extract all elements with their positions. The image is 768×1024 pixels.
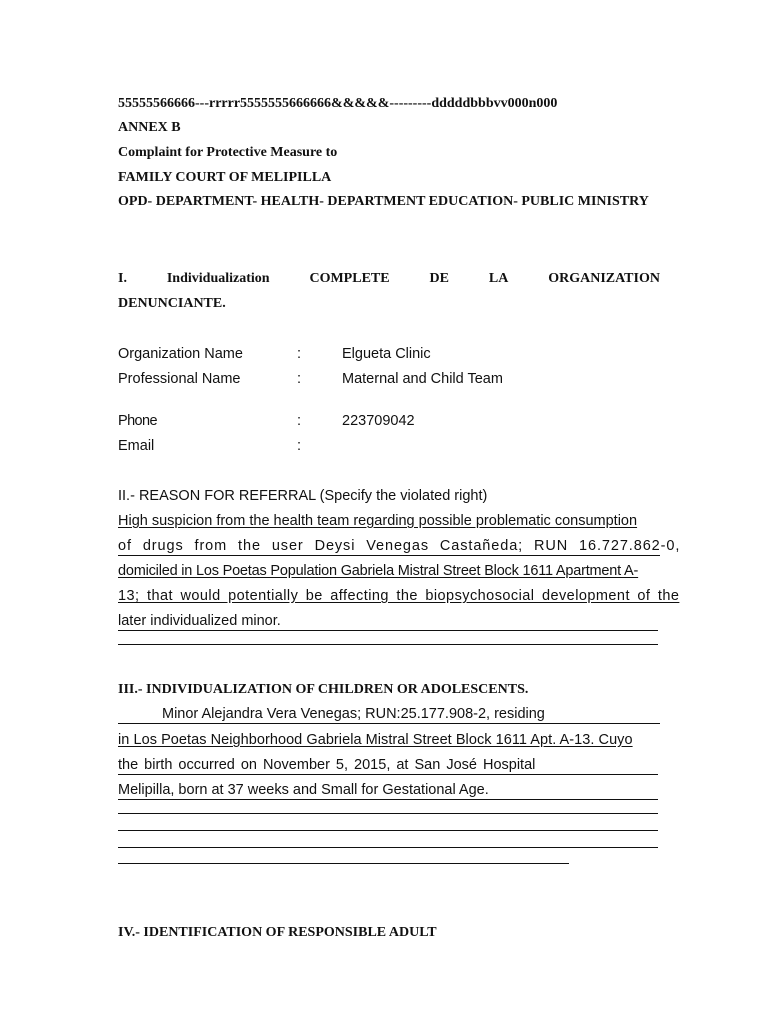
field-value: Maternal and Child Team xyxy=(342,371,503,387)
annex-label: ANNEX B xyxy=(118,120,181,135)
section1-heading-word: LA xyxy=(488,271,509,286)
blank-rule xyxy=(118,863,569,864)
complaint-title: Complaint for Protective Measure to xyxy=(118,145,338,160)
section1-heading-word: ORGANIZATION xyxy=(548,271,660,286)
document-code-line: 55555566666---rrrrr5555555666666&&&&&---------dddddbbbvv000n000 xyxy=(118,96,558,111)
section4-heading: IV.- IDENTIFICATION OF RESPONSIBLE ADULT xyxy=(118,925,437,940)
referral-line-text: High suspicion from the health team regarding possible problematic consumption xyxy=(118,513,638,529)
section1-heading-word: COMPLETE xyxy=(309,271,390,286)
referral-line: of drugs from the user Deysi Venegas Castañeda; RUN 16.727.862-0, xyxy=(118,538,681,554)
field-label: Email xyxy=(118,438,155,454)
field-label: Professional Name xyxy=(118,371,241,387)
section1-heading-end: DENUNCIANTE. xyxy=(118,296,226,311)
field-colon: : xyxy=(297,413,302,429)
section3-heading: III.- INDIVIDUALIZATION OF CHILDREN OR ADOLESCENTS. xyxy=(118,682,529,697)
field-colon: : xyxy=(297,371,302,387)
field-colon: : xyxy=(297,346,302,362)
court-name: FAMILY COURT OF MELIPILLA xyxy=(118,170,332,185)
blank-rule xyxy=(118,813,658,814)
section1-heading xyxy=(118,271,660,287)
departments-line: OPD- DEPARTMENT- HEALTH- DEPARTMENT EDUCATION- PUBLIC MINISTRY xyxy=(118,194,649,209)
field-label: Phone xyxy=(118,413,157,429)
blank-rule xyxy=(118,830,658,831)
children-line: Minor Alejandra Vera Venegas; RUN:25.177.908-2, residing xyxy=(118,706,660,724)
referral-line xyxy=(118,513,660,529)
section1-heading-word: I. xyxy=(118,271,127,286)
section1-heading-word: DE xyxy=(429,271,449,286)
field-value: Elgueta Clinic xyxy=(342,346,431,362)
section2-heading: II.- REASON FOR REFERRAL (Specify the violated right) xyxy=(118,488,488,504)
children-line: Melipilla, born at 37 weeks and Small for Gestational Age. xyxy=(118,782,658,800)
section1-heading-word: Individualization xyxy=(166,271,270,286)
referral-line: later individualized minor. xyxy=(118,613,658,631)
blank-rule xyxy=(118,644,658,645)
children-line: the birth occurred on November 5, 2015, at San José Hospital xyxy=(118,757,658,775)
referral-line: 13; that would potentially be affecting the biopsychosocial development of the xyxy=(118,588,680,604)
field-value: 223709042 xyxy=(342,413,415,429)
blank-rule xyxy=(118,847,658,848)
field-colon: : xyxy=(297,438,302,454)
children-line: in Los Poetas Neighborhood Gabriela Mistral Street Block 1611 Apt. A-13. Cuyo xyxy=(118,732,633,748)
field-label: Organization Name xyxy=(118,346,243,362)
referral-line: domiciled in Los Poetas Population Gabriela Mistral Street Block 1611 Apartment A- xyxy=(118,563,639,579)
